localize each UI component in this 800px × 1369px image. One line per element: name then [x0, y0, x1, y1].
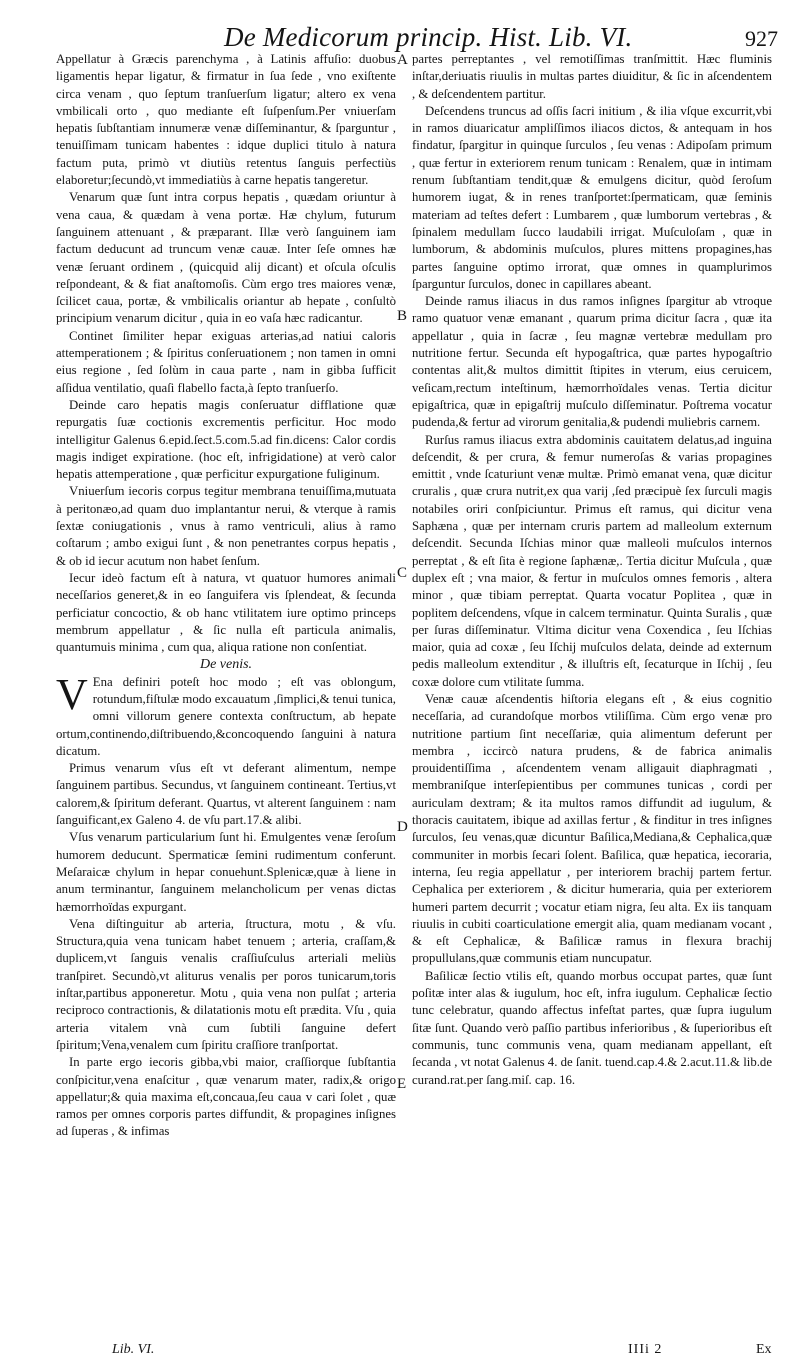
- margin-letter-c: C: [397, 565, 408, 581]
- margin-letter-a: A: [397, 52, 408, 68]
- section-heading: De venis.: [199, 657, 253, 673]
- paragraph: Vniuerſum iecoris corpus tegitur membrana tenuiſſima,mutuata à peritonæo,ad quam duo implantantur nerui, & vterque à ramis ſextæ coniugationis , vnus à ramo ventriculi, alius à ramo coſtarum ; ambo exigui ſunt , & non penetrantes corpus hepatis , & ob id iecur acutum non habet ſenſum.: [56, 484, 396, 568]
- page-number: 927: [745, 26, 778, 51]
- paragraph: Baſilicæ ſectio vtilis eſt, quando morbus occupat partes, quæ ſunt poſitæ inter alas & iugulum, hoc eſt, infra iugulum. Cephalicæ ſectio tunc celebratur, quando affectus infeſtat partes, quæ ſupra iugulum ſitæ ſunt. Quando verò paſſio partibus inferioribus , & ſuperioribus eſt communis, tunc communis vena, quam medianam appellant, eſt ſecanda , vt notat Galenus 4. de ſanit. tuend.cap.4.& 2.acut.11.& lib.de curand.rat.per ſang.miſ. cap. 16.: [412, 968, 772, 1087]
- paragraph: Primus venarum vſus eſt vt deferant alimentum, nempe ſanguinem partibus. Secundus, vt ſanguinem contineant. Tertius,vt calorem,& ſpiritum deferant. Quartus, vt alterent ſanguinem : nam ſanguificant,ex Galeno 4. de vſu part.17.& alibi.: [56, 761, 396, 828]
- paragraph: Iecur ideò factum eſt à natura, vt quatuor humores animali neceſſarios generet,& in eo ſanguifera vis ſplendeat, & ſecunda perficiatur concoctio, & ob hanc vtilitatem iure optimo princeps membrum appellatur , & ſic nulla eſt particula animalis, quantumuis minima , cum qua, aliqua ratione non conſentiat.: [56, 570, 396, 655]
- paragraph-text: Ena definiri poteſt hoc modo ; eſt vas oblongum, rotundum,fiſtulæ modo excauatum ,ſimplici,& tenui tunica, omni villorum genere contexta conſtructum, ab hepate ortum,continendo,diſtribuendo,&concoquendo ſanguini à natura dicatum.: [56, 674, 396, 758]
- paragraph: Venarum quæ ſunt intra corpus hepatis , quædam oriuntur à vena caua, & quædam à vena portæ. Hæ chylum, futurum ſanguinem attenuant , & præparant. Illæ verò ſanguinem iam factum deducunt ad truncum venæ cauæ. Inter ſeſe omnes hæ venæ ſeruant ordinem , (quicquid alij dicant) et oſcula oſculis reſpondeant, & & fiat anaſtomoſis. Cùm ergo tres maiores venæ, ſcilicet caua, portæ, & vmbilicalis oriantur ab hepate , conſultò principium venarum dicitur , quia in eo vaſa hæc radicantur.: [56, 190, 396, 326]
- paragraph: partes perreptantes , vel remotiſſimas tranſmittit. Hæc fluminis inſtar,deriuatis riuulis in multas partes diuiditur, & ſic in aſcendentem , & deſcendentem partitur.: [412, 52, 772, 101]
- page-footer: [0, 1342, 800, 1364]
- paragraph: Venæ cauæ aſcendentis hiſtoria elegans eſt , & eius cognitio neceſſaria, ad curandoſque morbos vtiliſſima. Cùm ergo venæ pro nutritione partium ſint neceſſariæ, quia alimentum deferunt per membra , iccircò natura prudens, & de fabrica animalis prouidentiſſima , aſcendentem venam alligauit diaphragmati , membraniſque interſepientibus per communes tunicas , cordi per auriculam dextram; & ita multos ramos diffundit ad iugulum, & thoracis cauitatem, ibique ad axillas fertur , & finditur in tres inſignes ſurculos, ſeu venas,quæ dicuntur Baſilica,Mediana,& Cephalica,quæ communiter in morbis ſecari ſolent. Baſilica, quæ hepatica, iecoraria, interna, ſeu regia appellatur , per interiorem brachij partem fertur. Cephalica per exteriorem , & dicitur humeraria, quia per exteriorem humeri partem decurrit ; vocatur etiam nigra, ſeu alta. Ex iis tanquam riuulis in cubiti coarticulatione emergit alia, quam medianam vocant , & eſt Cephalicæ, & Baſilicæ ramus in flexura brachij propullulans,quæ communis etiam nuncupatur.: [412, 691, 772, 966]
- margin-letter-e: E: [397, 1076, 407, 1092]
- paragraph: Appellatur à Græcis parenchyma , à Latinis affuſio: duobus ligamentis hepar ligatur, & firmatur in ſua ſede , vno exiſtente circa venam , quo ſeptum tranſuerſum ligatur; altero ex vena vmbilicali orto , quo mediante eſt ſuſpenſum.Per vniuerſam hepatis ſubſtantiam innumeræ venæ diſſeminantur, & ſparguntur , tenuiſſimam tunicam habentes : idque duplici titulo à natura factum puta, primò vt diutiùs retentus ſanguis perfectiùs elaboretur;ſecundò,vt immediatiùs à carne hepatis tangeretur.: [56, 52, 396, 188]
- paragraph: In parte ergo iecoris gibba,vbi maior, craſſiorque ſubſtantia conſpicitur,vena enaſcitur , quæ venarum mater, radix,& origo appellatur;& quia maxima eſt,concaua,ſeu caua v cari ſolet , quæ ramos per omnes corporis partes diffundit, & propagines inſignes ad ſuperas , & infimas: [56, 1055, 396, 1139]
- left-column: [56, 51, 396, 1341]
- running-title: De Medicorum princip. Hist. Lib. VI.: [224, 22, 633, 52]
- right-column: [412, 51, 772, 1341]
- paragraph-with-dropcap: [56, 669, 396, 760]
- drop-cap-initial: V: [56, 669, 88, 719]
- paragraph: Deſcendens truncus ad oſſis ſacri initium , & ilia vſque excurrit,vbi in ramos diuaricatur ampliſſimos iliacos dictos, & antequam in hos findatur, ſpargitur in quinque ſurculos , ſeu venas : Adipoſam primum , quæ fertur in exteriorem renum tunicam : Renalem, quæ in intimam renum ſubſtantiam tendit,quæ & emulgens dicitur, quòd ſeroſum humorem iugat, & in renes tranſportet:ſpermaticam, quæ ſeminis materiam ad teſtes defert : Lumbarem , quæ lumborum vertebras , & ſpinalem medullam ſucco laudabili irrigat. Muſculoſam , quæ in lumborum, & abdominis muſculos, plures mittens propagines,has partes ſanguine optimo irrorat, quæ omnes in quamplurimos ſparguntur ſurculos, donec in capillares abeant.: [412, 103, 772, 291]
- paragraph: Vſus venarum particularium ſunt hi. Emulgentes venæ ſeroſum humorem deducunt. Spermaticæ ſemini rudimentum conferunt. Meſaraicæ chylum in hepar conuehunt.Splenicæ,quæ à liene in anum terminantur, ſanguinem melancholicum per venas dictas hæmorrhoïdas expurgant.: [56, 830, 396, 914]
- signature-mark: IIIi 2: [628, 1342, 663, 1357]
- margin-letter-d: D: [397, 819, 408, 835]
- paragraph: Vena diſtinguitur ab arteria, ſtructura, motu , & vſu. Structura,quia vena tunicam habet tenuem ; arteria, craſſam,& duplicem,vt ſanguis venalis craſſiuſculus arteriali meliùs tranſpiret. Secundò,vt aliturus venalis per poros tunicarum,toris inſtar,partibus apponeretur. Motu , quia vena non pulſat ; arteria reciproco contractionis, & dilatationis motu eſt prædita. Vſu , quia arteria vitalem vnà cum ſubtili ſanguine defert ſpiritum;Vena,venalem cum ſpiritu craſſiore tranſportat.: [56, 916, 396, 1052]
- paragraph: Deinde ramus iliacus in dus ramos inſignes ſpargitur ab vtroque ramo quatuor venæ emanant , quarum prima dicitur ſacra , quæ ita appellatur , quia in ſacræ , ſeu magnæ vertebræ medullam pro nutritione fertur. Secunda eſt hypogaſtrica, quæ partes hypogaſtrio contentas alit,& multos dimittit ſtipites in vterum, eius ceruicem, veſicam,rectum inteſtinum, hæmorrhoïdales venas. Tertia dicitur epigaſtrica, quæ in epigaſtrij muſculo diſſeminatur. Poſtrema vocatur pudenda,& fertur ad virorum genitalia,& pudendi muliebris carnem.: [412, 294, 772, 430]
- margin-letter-b: B: [397, 308, 408, 324]
- catchword: Ex: [756, 1342, 772, 1357]
- paragraph: Rurſus ramus iliacus extra abdominis cauitatem delatus,ad inguina deſcendit, & per crura, & femur numeroſas & varias propagines emittit , vnde ſcaturiunt venæ multæ. Primò emanat vena, quæ dicitur cruralis , quæ crura nutrit,ex qua varij ,ſed præcipuè ſex ſurculi magis notabiles oriri conſpiciuntur. Primus eſt ramus, qui dicitur vena Saphæna , quæ per internam cruris partem ad malleolum externum deſcendit. Secunda Iſchias minor quæ malleoli muſculos internos perreptat , & eſt ſita è regione ſaphænæ,. Tertia dicitur Muſcula , quæ duplex eſt ; vna maior, & fertur in muſculos omnes femoris , altera minor , quæ tibiam perreptat. Quarta vocatur Poplitea , quæ in poplitem deſcendens, vſque in calcem terminatur. Quinta Suralis , quæ per ſuras diſſeminatur. Vltima dicitur vena Coxendica , ſeu Iſchias maior, quia ad coxæ , ſeu Iſchij muſculos delata, deinde ad externum pedis malleolum extenditur , & illuſtris eſt, ſecaturque in Iſchij , ſeu coxæ dolore cum vtilitate ſumma.: [412, 432, 772, 689]
- footer-book-label: Lib. VI.: [112, 1342, 155, 1357]
- paragraph: Continet ſimiliter hepar exiguas arterias,ad natiui caloris attemperationem ; & ſpiritus conſeruationem ; non tamen in omni eius regione , ſed ſolùm in caua parte , nam in gibba ſufficit aſſidua ventilatio, quaſi flabello facta,à ſepto tranſuerſo.: [56, 328, 396, 395]
- paragraph: Deinde caro hepatis magis conſeruatur difflatione quæ repurgatis ſuæ coctionis excrementis perficitur. Hoc modo intelligitur Galenus 6.epid.ſect.5.com.5.ad fin.dicens: Calor cordis magis indiget expiratione. (hoc eſt, infrigidatione) at verò calor hepatis attemperatione , quæ perficitur expurgatione fuliginum.: [56, 397, 396, 482]
